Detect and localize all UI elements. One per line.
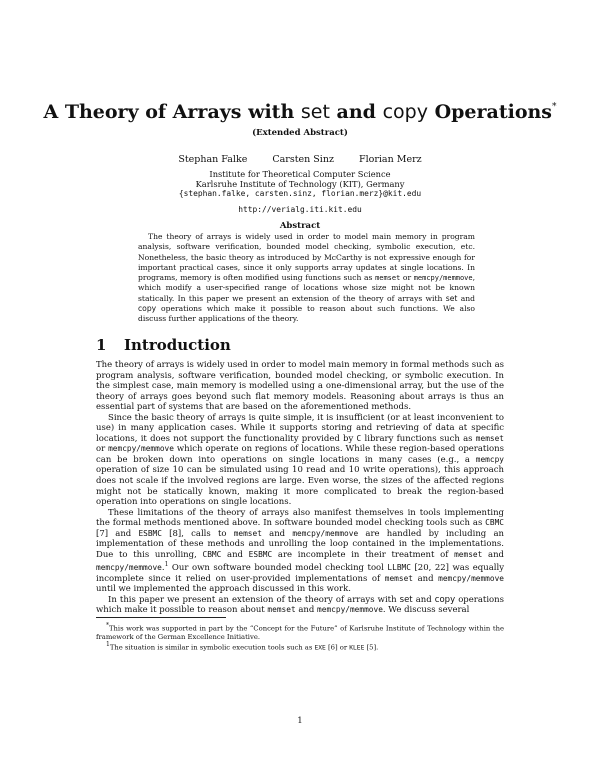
author-name: Florian Merz	[359, 154, 422, 165]
citation: [7]	[96, 528, 109, 539]
author-emails: {stephan.falke, carsten.sinz, florian.merz}@kit.edu	[178, 189, 422, 198]
paragraph: The theory of arrays is widely used in order to model main memory in formal methods such as program analysis, software verification, bounded model checking, or symbolic execution. In the simplest case, main memory is modelled using a one-dimensional array, but the use of the theory of arrays goes beyond such flat memory models. Reasoning about arrays is thus an essential part of systems that are based on the aforementioned methods.	[96, 360, 504, 413]
paper-subtitle: (Extended Abstract)	[252, 128, 348, 138]
paragraph: These limitations of the theory of arrays also manifest themselves in tools implementing the formal methods mentioned above. In software bounded model checking tools such as CBMC [7] and ESBMC [8], calls to memset and memcpy/memmove are handled by including an implementation of these methods and unrolling the loop contained in the implementations. Due to this unrolling, CBMC and ESBMC are incomplete in their treatment of memset and memcpy/memmove.$^1$ Our own software bounded model checking tool LLBMC [20, 22] was equally incomplete since it relied on user-provided implementations of memset and memcpy/memmove until we implemented the approach discussed in this work.	[96, 507, 504, 595]
page-number: 1	[297, 716, 303, 726]
affiliation-line: Karlsruhe Institute of Technology (KIT), Germany	[195, 179, 405, 189]
footnote: $^1$The situation is similar in symbolic execution tools such as EXE [6] or KLEE [5].	[106, 641, 379, 652]
citation: [20, 22]	[410, 563, 449, 574]
group-url: http://verialg.iti.kit.edu	[238, 205, 362, 214]
body-text	[96, 360, 504, 616]
section-title: Introduction	[124, 336, 231, 354]
abstract-heading: Abstract	[279, 221, 321, 231]
title-text: and	[329, 101, 383, 123]
title-text: Operations	[427, 101, 553, 123]
title-footnote-marker: *	[552, 102, 557, 112]
citation: [8]	[161, 528, 182, 539]
footnote-rule	[96, 617, 226, 618]
section-number: 1	[96, 336, 107, 354]
title-text: A Theory of Arrays with	[43, 101, 301, 123]
author-name: Carsten Sinz	[272, 154, 334, 165]
footnote-marker: 1	[164, 561, 169, 569]
affiliation-line: Institute for Theoretical Computer Science	[209, 169, 391, 179]
author-name: Stephan Falke	[178, 154, 248, 165]
paragraph: Since the basic theory of arrays is quite simple, it is insufficient (or at least inconvenient to use) in many application cases. While it supports storing and retrieving of data at specific locations, it does not support the functionality provided by C library functions such as memset or memcpy/memmove which operate on regions of locations. While these region-based operations can be broken down into operations on single locations in many cases (e.g., a memcpy operation of size 10 can be simulated using 10 read and 10 write operations), this approach does not scale if the involved regions are large. Even worse, the sizes of the affected regions might not be statically known, making it more complicated to break the region-based operation into operations on single locations.	[96, 412, 505, 508]
title-copy-word: copy	[382, 101, 428, 123]
author-list	[0, 154, 600, 165]
footnote: *This work was supported in part by the “Concept for the Future” of Karlsruhe Institute of Technology within the framework of the German Excellence Initiative.	[96, 622, 504, 641]
footnotes	[96, 622, 504, 653]
title-set-word: set	[300, 101, 330, 123]
abstract-text: The theory of arrays is widely used in order to model main memory in program analysis, software verification, bounded model checking, symbolic execution, etc. Nonetheless, the basic theory as introduced by McCarthy is not expressive enough for important practical cases, since it only supports array updates at single locations. In programs, memory is often modified using functions such as memset or memcpy/memmove, which modify a user-specified range of locations whose size might not be known statically. In this paper we present an extension of the theory of arrays with set and copy operations which make it possible to reason about such functions. We also discuss further applications of the theory.	[138, 232, 476, 324]
section-heading	[96, 336, 231, 354]
paper-title	[0, 101, 600, 123]
paragraph: In this paper we present an extension of the theory of arrays with set and copy operations which make it possible to reason about memset and memcpy/memmove. We discuss several	[96, 594, 504, 616]
